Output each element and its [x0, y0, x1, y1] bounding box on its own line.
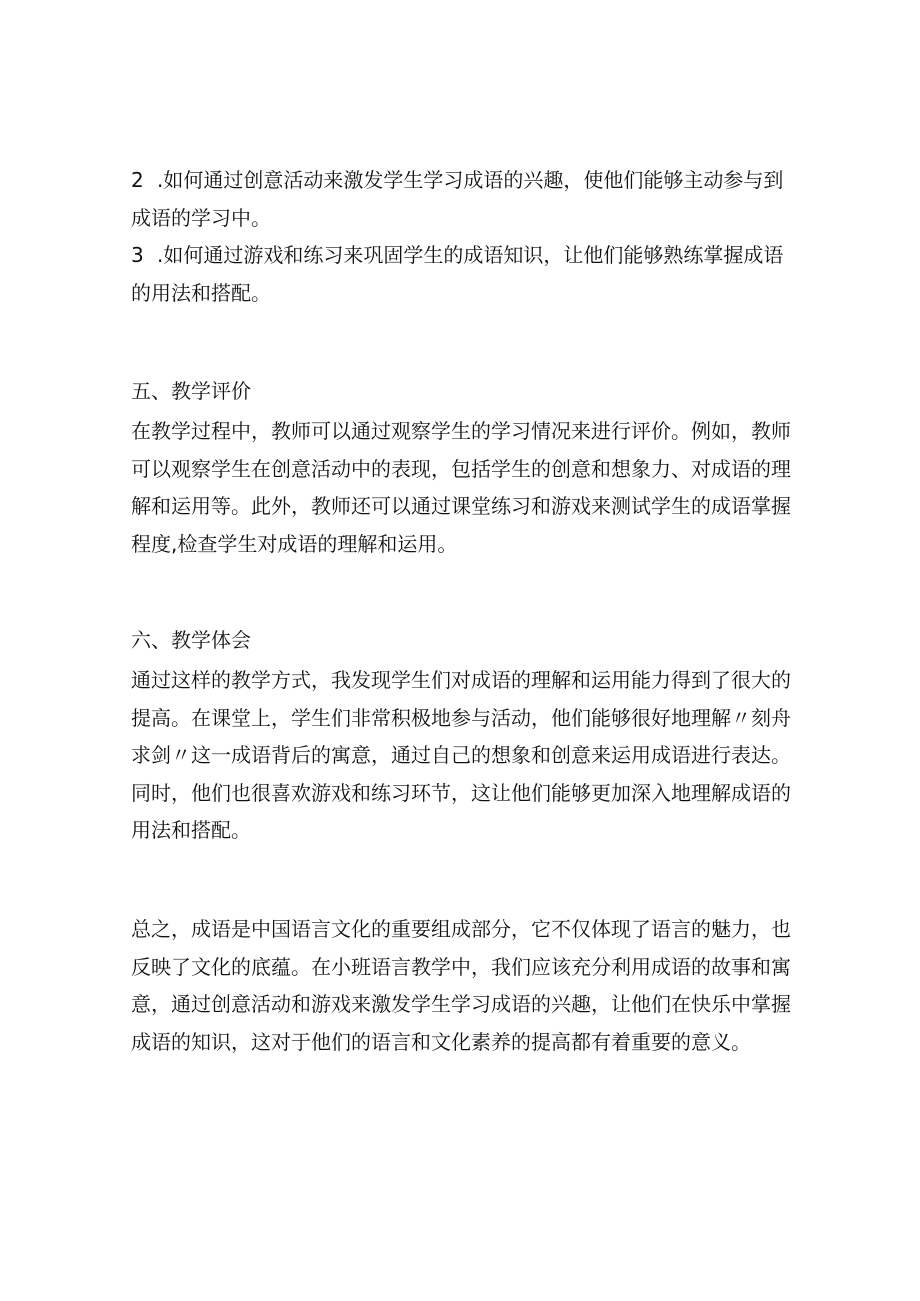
section-heading-reflection: 六、教学体会: [131, 628, 251, 652]
list-item-number: 3: [131, 243, 144, 267]
section-heading-evaluation: 五、教学评价: [131, 379, 251, 403]
conclusion-paragraph: 总之，成语是中国语言文化的重要组成部分，它不仅体现了语言的魅力，也反映了文化的底蕴。在小班语言教学中，我们应该充分利用成语的故事和寓意，通过创意活动和游戏来激发学生学习成语的兴趣，让他们在快乐中掌握成语的知识，这对于他们的语言和文化素养的提高都有着重要的意义。: [131, 917, 791, 1054]
section-body-evaluation: 在教学过程中，教师可以通过观察学生的学习情况来进行评价。例如，教师可以观察学生在创意活动中的表现，包括学生的创意和想象力、对成语的理解和运用等。此外，教师还可以通过课堂练习和游戏来测试学生的成语掌握程度,检查学生对成语的理解和运用。: [131, 419, 791, 556]
list-item-number: 2: [131, 168, 144, 192]
section-body-reflection: 通过这样的教学方式，我发现学生们对成语的理解和运用能力得到了很大的提高。在课堂上，学生们非常积极地参与活动，他们能够很好地理解〃刻舟求剑〃这一成语背后的寓意，通过自己的想象和创意来运用成语进行表达。同时，他们也很喜欢游戏和练习环节，这让他们能够更加深入地理解成语的用法和搭配。: [131, 668, 791, 842]
list-item-2: [131, 162, 801, 237]
list-item-text: .如何通过创意活动来激发学生学习成语的兴趣，使他们能够主动参与到成语的学习中。: [131, 168, 784, 230]
list-item-text: .如何通过游戏和练习来巩固学生的成语知识，让他们能够熟练掌握成语的用法和搭配。: [131, 243, 784, 305]
list-item-3: [131, 237, 801, 312]
